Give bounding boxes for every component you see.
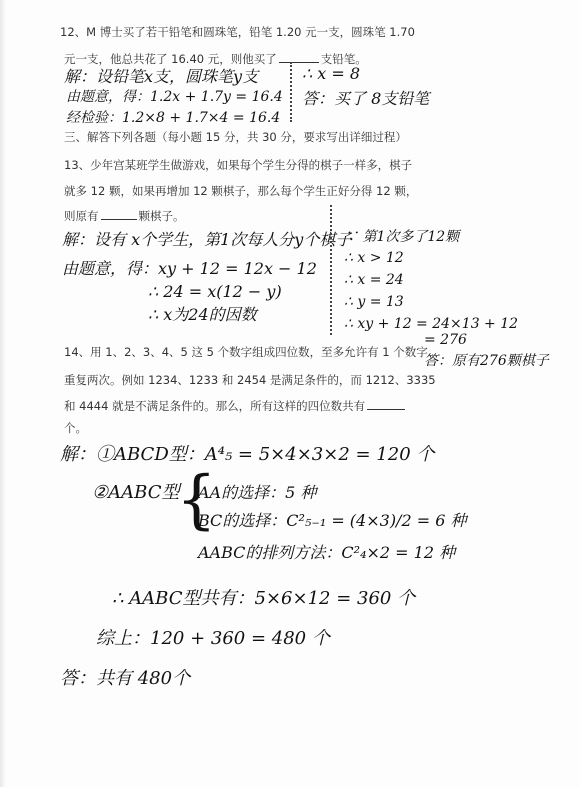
q13-hw-divisor: ∴ x为24的因数 [148, 305, 257, 324]
q13-text-line3 [64, 208, 185, 224]
q13-divider [330, 205, 332, 335]
q14-text-line2: 重复两次。例如 1234、1233 和 2454 是满足条件的，而 1212、3335 [64, 373, 436, 387]
q13-hw-r2: ∴ x > 12 [344, 250, 404, 266]
q12-hw-result: ∴ x = 8 [302, 64, 361, 83]
q14-answer-blank [367, 408, 405, 410]
q14-hw-arrangement: AABC的排列方法：C²₄×2 = 12 种 [198, 543, 456, 562]
q12-hw-answer: 答：买了 8支铅笔 [302, 89, 430, 108]
q12-text-line2b: 支铅笔。 [320, 52, 367, 66]
q13-hw-setup: 解：设有 x个学生，第1次每人分y个棋子 [62, 230, 352, 249]
q13-text-line3a: 则原有 [64, 209, 99, 223]
q14-text-line3a: 和 4444 就是不满足条件的。那么，所有这样的四位数共有 [64, 399, 366, 413]
q14-text-line4: 个。 [64, 421, 87, 435]
q13-hw-equation: 由题意，得：xy + 12 = 12x − 12 [62, 259, 317, 278]
q13-hw-r3: ∴ x = 24 [344, 272, 404, 288]
q12-answer-blank [279, 61, 319, 63]
section3-heading: 三、解答下列各题（每小题 15 分，共 30 分，要求写出详细过程） [64, 130, 407, 144]
q12-divider [290, 62, 292, 122]
q14-hw-aabc-type: ②AABC型 [92, 482, 180, 503]
q12-text-line1: 12、M 博士买了若干铅笔和圆珠笔，铅笔 1.20 元一支，圆珠笔 1.70 [60, 25, 415, 39]
q12-text-line2a: 元一支，他总共花了 16.40 元，则他买了 [64, 52, 277, 66]
q13-hw-r1: ∵ 第1次多了12颗 [344, 229, 460, 245]
q13-text-line1: 13、少年宫某班学生做游戏，如果每个学生分得的棋子一样多，棋子 [64, 158, 413, 172]
q12-hw-setup: 解：设铅笔x支，圆珠笔y支 [64, 67, 259, 86]
q14-hw-aa-choice: AA的选择：5 种 [198, 483, 317, 502]
q13-hw-r5: ∴ xy + 12 = 24×13 + 12 [344, 316, 519, 332]
q14-hw-abcd: 解：①ABCD型：A⁴₅ = 5×4×3×2 = 120 个 [60, 444, 435, 465]
q14-hw-bc-choice: BC的选择：C²₅₋₁ = (4×3)/2 = 6 种 [198, 511, 467, 530]
q14-text-line3 [64, 398, 407, 414]
q14-hw-brace: { [176, 463, 217, 537]
q13-hw-r6: = 276 [424, 332, 467, 348]
scan-edge-shadow [0, 0, 6, 787]
q13-hw-r4: ∴ y = 13 [344, 294, 404, 310]
q12-hw-check: 经检验：1.2×8 + 1.7×4 = 16.4 [66, 110, 281, 126]
q14-text-line1: 14、用 1、2、3、4、5 这 5 个数字组成四位数，至多允许有 1 个数字 [64, 345, 428, 359]
q13-text-line2: 就多 12 颗，如果再增加 12 颗棋子，那么每个学生正好分得 12 颗， [64, 184, 418, 198]
q13-hw-answer: 答：原有276颗棋子 [424, 353, 549, 369]
q13-text-line3b: 颗棋子。 [138, 209, 185, 223]
q13-answer-blank [101, 218, 137, 220]
q12-hw-equation: 由题意，得：1.2x + 1.7y = 16.4 [66, 89, 283, 105]
q14-hw-sum: 综上：120 + 360 = 480 个 [96, 628, 330, 649]
q13-hw-factor: ∴ 24 = x(12 − y) [148, 282, 282, 301]
q14-hw-aabc-total: ∴ AABC型共有：5×6×12 = 360 个 [112, 588, 416, 609]
q14-hw-answer: 答：共有 480个 [60, 668, 191, 689]
